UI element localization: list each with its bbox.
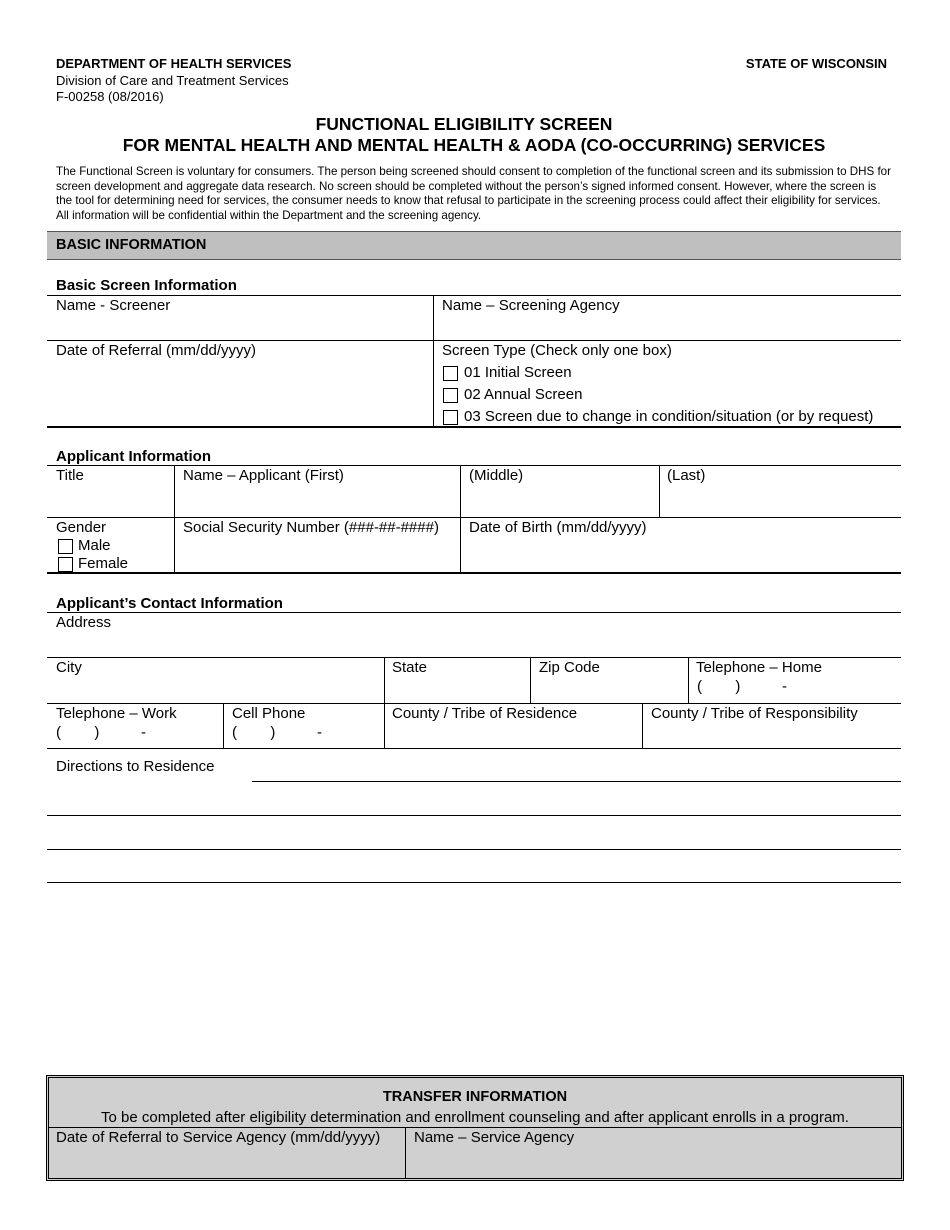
male-checkbox[interactable] [58,539,73,554]
initial-screen-label: 01 Initial Screen [464,364,572,381]
male-label: Male [78,537,111,554]
transfer-date-referral-field[interactable]: Date of Referral to Service Agency (mm/dd/yyyy) [56,1129,381,1146]
telephone-home-format: ( ) - [697,678,787,695]
form-title-line1: FUNCTIONAL ELIGIBILITY SCREEN [315,114,613,134]
screen-type-label: Screen Type (Check only one box) [442,342,672,359]
basic-information-heading: BASIC INFORMATION [56,237,207,253]
change-screen-label: 03 Screen due to change in condition/situation (or by request) [464,408,874,425]
state-name: STATE OF WISCONSIN [745,56,887,71]
zip-code-field[interactable]: Zip Code [539,659,600,676]
middle-name-field[interactable]: (Middle) [469,467,524,484]
screen-info-heading: Basic Screen Information [56,277,237,294]
telephone-work-format: ( ) - [56,724,146,741]
city-field[interactable]: City [56,659,82,676]
state-field[interactable]: State [392,659,428,676]
directions-line-3[interactable] [47,849,901,850]
transfer-heading: TRANSFER INFORMATION [382,1089,568,1105]
name-screening-agency-field[interactable]: Name – Screening Agency [442,297,620,314]
gender-label: Gender [56,519,107,536]
initial-screen-checkbox[interactable] [443,366,458,381]
directions-line-2[interactable] [47,815,901,816]
service-agency-field[interactable]: Name – Service Agency [414,1129,575,1146]
department-name: DEPARTMENT OF HEALTH SERVICES [56,56,292,71]
transfer-note: To be completed after eligibility determination and enrollment counseling and after applicant enrolls in a program. [101,1109,849,1126]
first-name-field[interactable]: Name – Applicant (First) [183,467,344,484]
contact-info-heading: Applicant’s Contact Information [56,595,283,612]
title-field[interactable]: Title [56,467,84,484]
address-field[interactable]: Address [56,614,112,631]
division-name: Division of Care and Treatment Services [56,73,289,88]
cell-phone-format: ( ) - [232,724,322,741]
basic-information-banner [47,231,901,260]
annual-screen-checkbox[interactable] [443,388,458,403]
intro-paragraph: The Functional Screen is voluntary for consumers. The person being screened should consent to completion of the functional screen and its submission to DHS for screen development and aggregate data research. No screen should be completed without the person’s signed informed consent. However, where the screen is the tool for determining need for services, the consumer needs to know that refusal to participate in the screening process could affect their eligibility for services. All information will be confidential within the Department and the screening agency. [56,165,891,222]
county-residence-field[interactable]: County / Tribe of Residence [392,705,578,722]
applicant-info-heading: Applicant Information [56,448,211,465]
telephone-home-field[interactable]: Telephone – Home [696,659,822,676]
ssn-field[interactable]: Social Security Number (###-##-####) [183,519,439,536]
form-number: F-00258 (08/2016) [56,89,164,104]
date-of-referral-field[interactable]: Date of Referral (mm/dd/yyyy) [56,342,257,359]
county-responsibility-field[interactable]: County / Tribe of Responsibility [651,705,858,722]
form-title-line2: FOR MENTAL HEALTH AND MENTAL HEALTH & AODA (CO-OCCURRING) SERVICES [122,135,826,155]
directions-label: Directions to Residence [56,758,215,775]
female-label: Female [78,555,129,572]
directions-line-4[interactable] [47,882,901,883]
change-screen-checkbox[interactable] [443,410,458,425]
name-screener-field[interactable]: Name - Screener [56,297,171,314]
last-name-field[interactable]: (Last) [667,467,706,484]
female-checkbox[interactable] [58,557,73,572]
date-of-birth-field[interactable]: Date of Birth (mm/dd/yyyy) [469,519,647,536]
directions-line-1[interactable] [252,781,901,782]
cell-phone-field[interactable]: Cell Phone [232,705,306,722]
transfer-information-box [46,1075,904,1181]
telephone-work-field[interactable]: Telephone – Work [56,705,177,722]
annual-screen-label: 02 Annual Screen [464,386,583,403]
